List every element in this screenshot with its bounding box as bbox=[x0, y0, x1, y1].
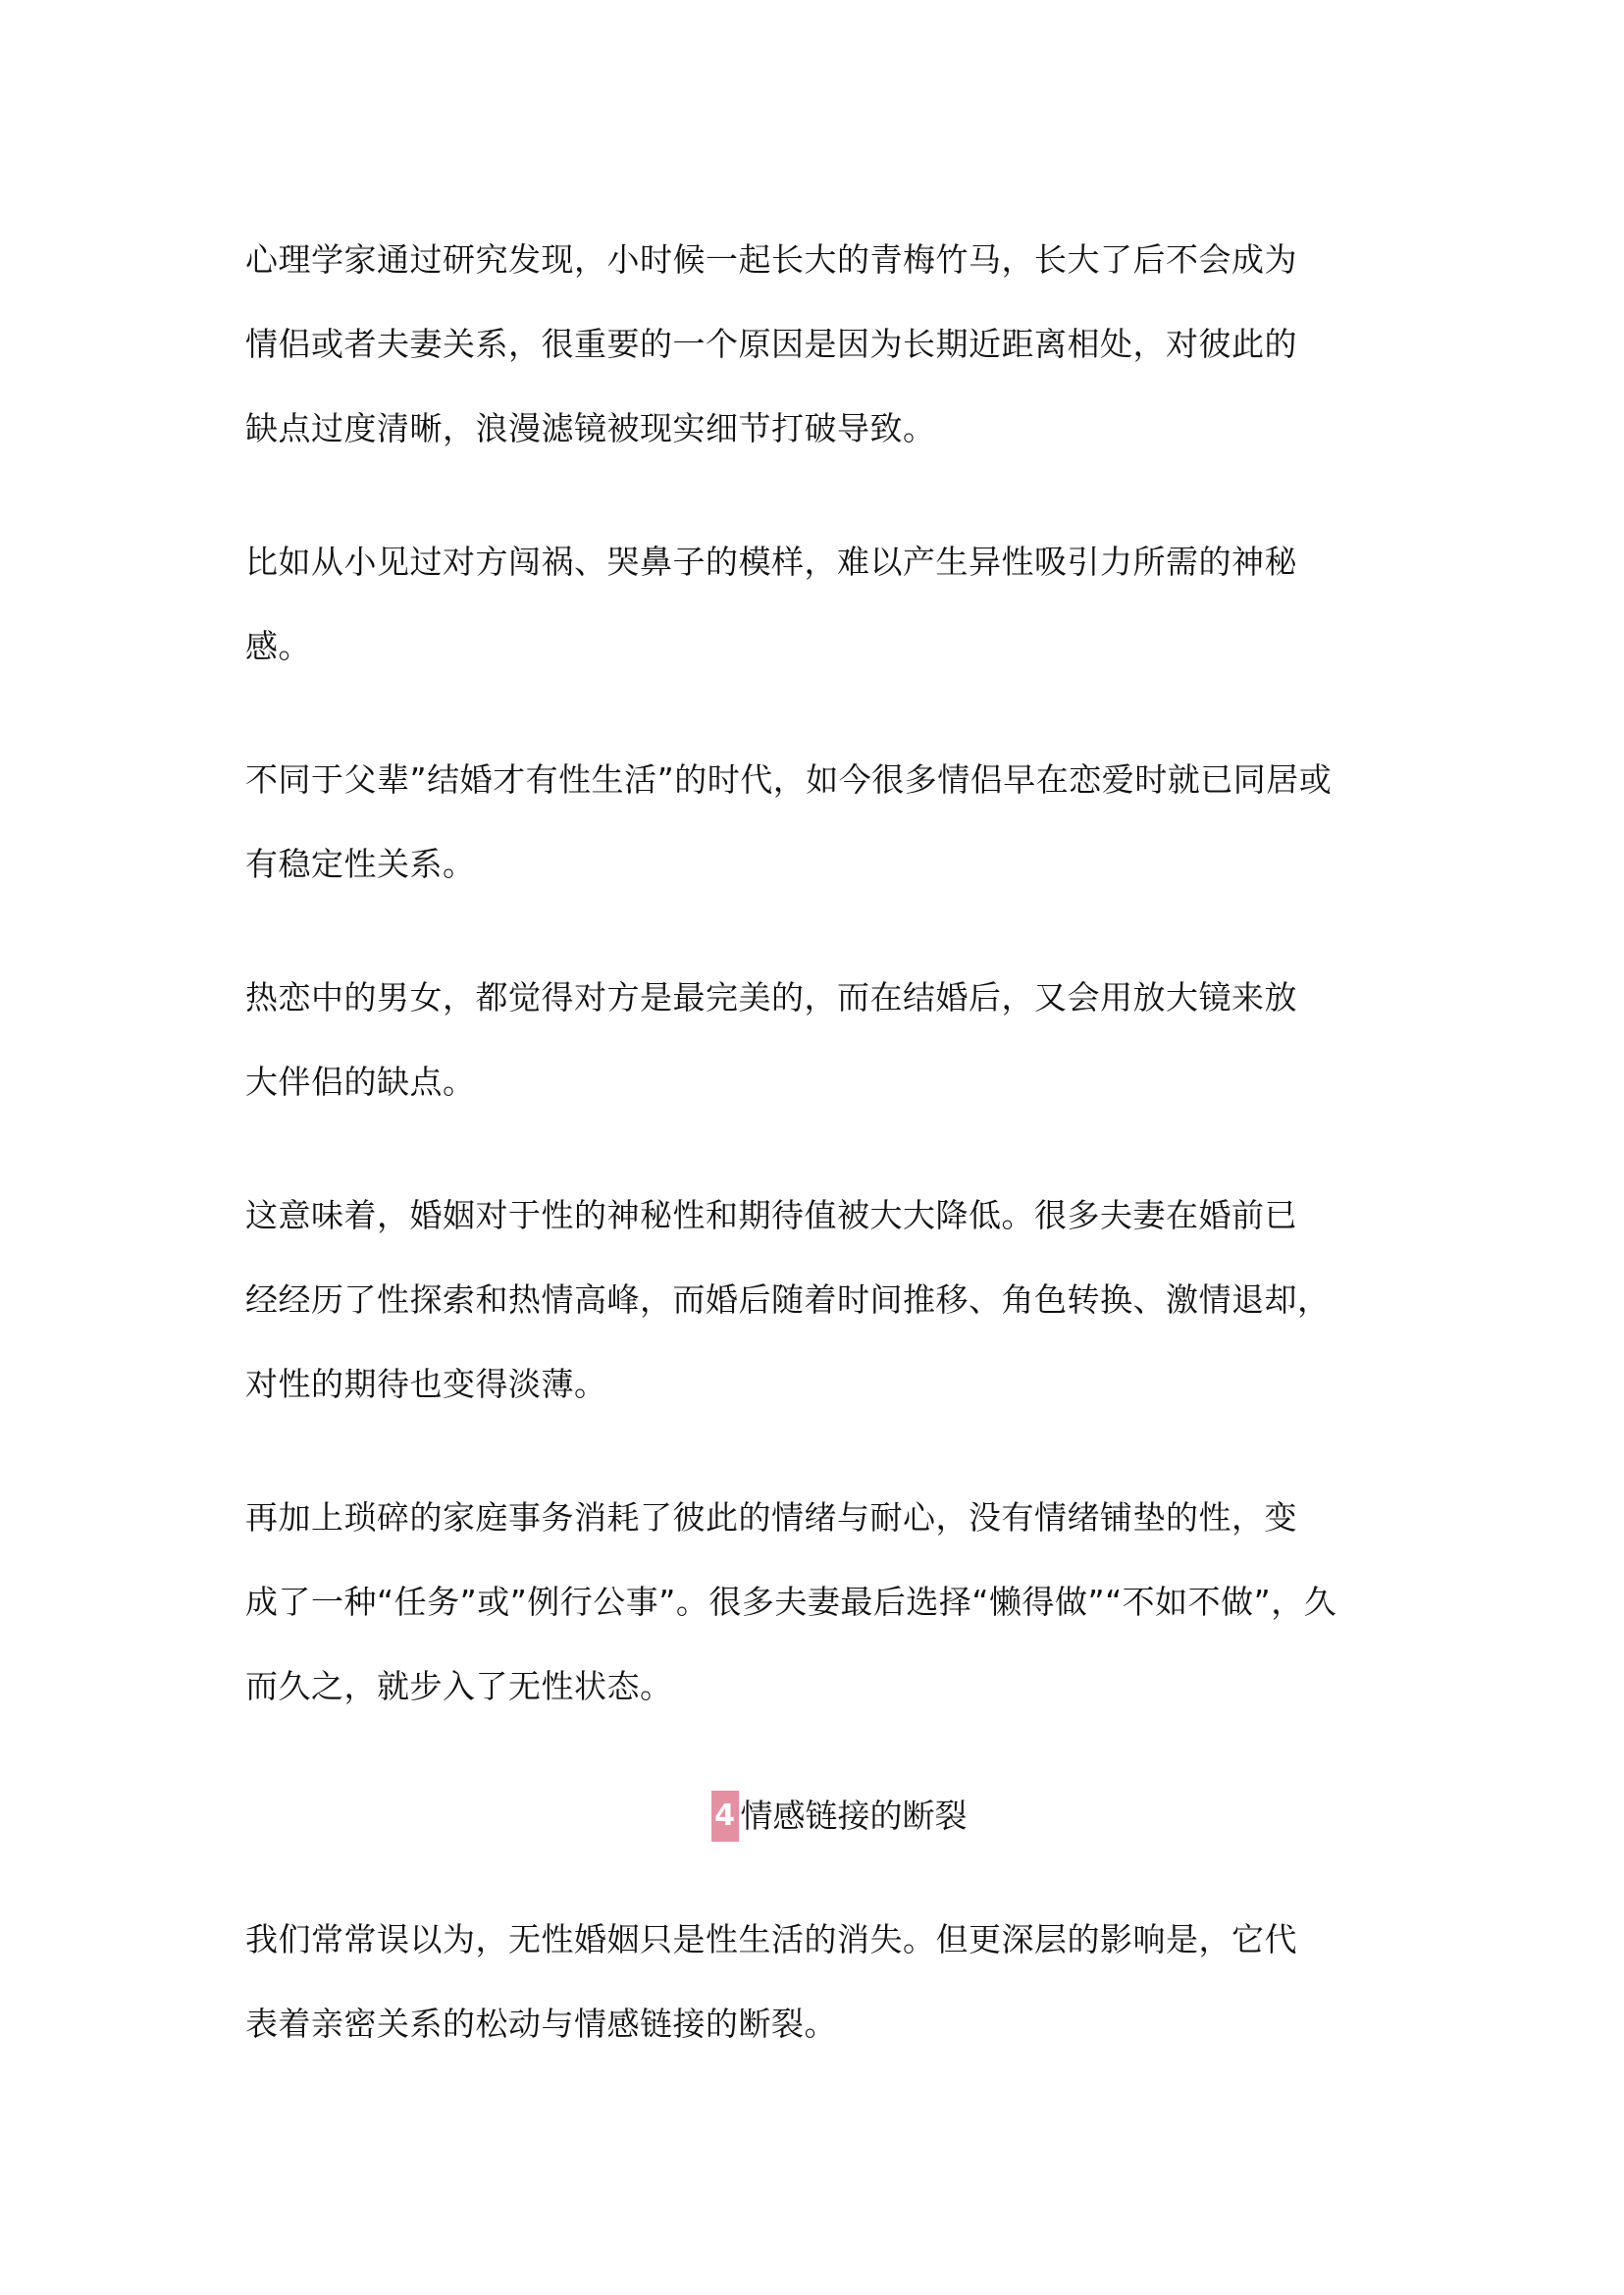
text-line: 缺点过度清晰，浪漫滤镜被现实细节打破导致。 bbox=[245, 409, 936, 447]
text-line: 比如从小见过对方闯祸、哭鼻子的模样，难以产生异性吸引力所需的神秘 bbox=[245, 543, 1297, 581]
section-heading bbox=[245, 1772, 1403, 1858]
text-line: 成了一种“任务”或”例行公事”。很多夫妻最后选择“懒得做”“不如不做”，久 bbox=[245, 1583, 1337, 1621]
paragraph-expectations bbox=[245, 1174, 1403, 1427]
text-line: 心理学家通过研究发现，小时候一起长大的青梅竹马，长大了后不会成为 bbox=[245, 240, 1297, 279]
section-title: 情感链接的断裂 bbox=[740, 1797, 968, 1835]
text-line: 我们常常误以为，无性婚姻只是性生活的消失。但更深层的影响是，它代 bbox=[245, 1920, 1297, 1958]
text-line: 大伴侣的缺点。 bbox=[245, 1063, 476, 1101]
text-line: 表着亲密关系的松动与情感链接的断裂。 bbox=[245, 2005, 837, 2043]
paragraph-daily-chores bbox=[245, 1476, 1403, 1729]
paragraph-magnifying-glass bbox=[245, 956, 1403, 1124]
paragraph-childhood-sweethearts bbox=[245, 218, 1403, 471]
text-line: 情侣或者夫妻关系，很重要的一个原因是因为长期近距离相处，对彼此的 bbox=[245, 325, 1297, 363]
text-line: 再加上琐碎的家庭事务消耗了彼此的情绪与耐心，没有情绪铺垫的性，变 bbox=[245, 1498, 1297, 1537]
section-number-badge: 4 bbox=[711, 1791, 739, 1842]
paragraph-mystery bbox=[245, 520, 1403, 689]
paragraph-emotional-disconnect bbox=[245, 1898, 1403, 2066]
text-line: 对性的期待也变得淡薄。 bbox=[245, 1365, 607, 1403]
text-line: 而久之，就步入了无性状态。 bbox=[245, 1667, 673, 1705]
text-line: 热恋中的男女，都觉得对方是最完美的，而在结婚后，又会用放大镜来放 bbox=[245, 978, 1297, 1017]
text-line: 感。 bbox=[245, 627, 311, 665]
document-body bbox=[245, 218, 1403, 2115]
text-line: 不同于父辈”结婚才有性生活”的时代，如今很多情侣早在恋爱时就已同居或 bbox=[245, 760, 1333, 799]
paragraph-generations bbox=[245, 738, 1403, 907]
text-line: 有稳定性关系。 bbox=[245, 845, 476, 883]
text-line: 这意味着，婚姻对于性的神秘性和期待值被大大降低。很多夫妻在婚前已 bbox=[245, 1196, 1297, 1234]
text-line: 经经历了性探索和热情高峰，而婚后随着时间推移、角色转换、激情退却， bbox=[245, 1280, 1331, 1319]
